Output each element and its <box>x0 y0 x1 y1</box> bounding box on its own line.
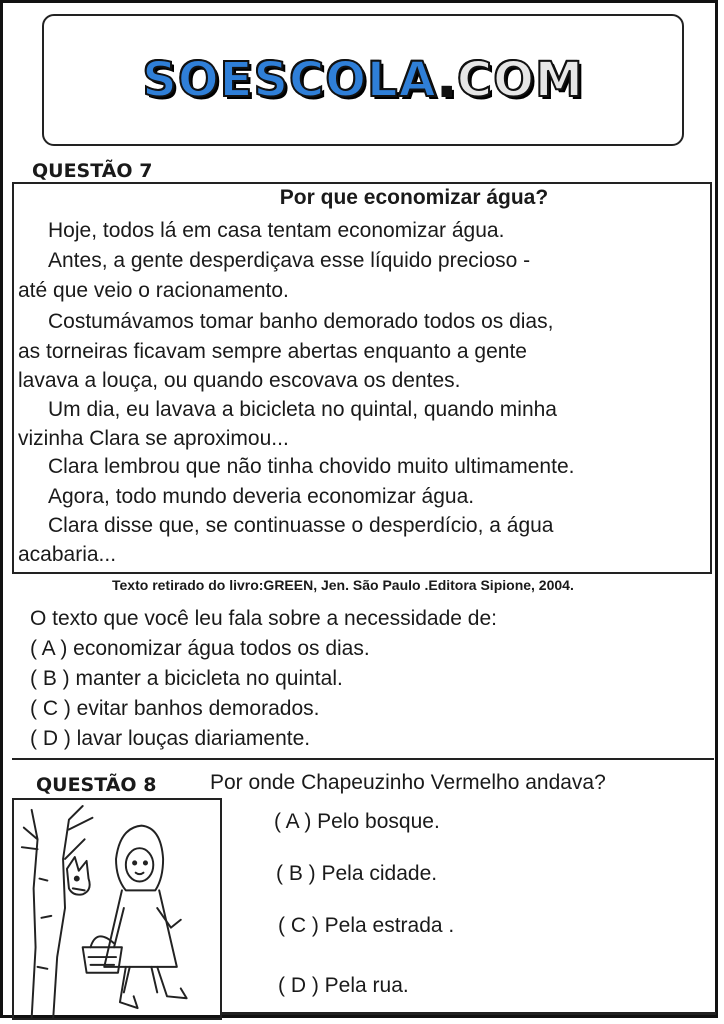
logo-brand: SOESCOLA <box>142 52 438 108</box>
question-7-option-d[interactable]: ( D ) lavar louças diariamente. <box>30 727 311 750</box>
text-line: Clara disse que, se continuasse o desperdício, a água <box>48 514 554 537</box>
text-line: Costumávamos tomar banho demorado todos os dias, <box>48 310 554 333</box>
question-7-option-c[interactable]: ( C ) evitar banhos demorados. <box>30 697 320 720</box>
text-line: Um dia, eu lavava a bicicleta no quintal, quando minha <box>48 398 557 421</box>
question-8-option-c[interactable]: ( C ) Pela estrada . <box>278 914 455 937</box>
question-7-option-a[interactable]: ( A ) economizar água todos os dias. <box>30 637 370 660</box>
question-7-label: QUESTÃO 7 <box>32 160 153 182</box>
red-riding-hood-illustration <box>12 798 222 1020</box>
question-8-option-b[interactable]: ( B ) Pela cidade. <box>276 862 438 885</box>
text-line: Antes, a gente desperdiçava esse líquido precioso - <box>48 249 531 272</box>
text-line: lavava a louça, ou quando escovava os dentes. <box>18 369 461 392</box>
site-logo <box>142 52 584 108</box>
illustration-drawing-icon <box>14 800 220 1018</box>
question-8-option-d[interactable]: ( D ) Pela rua. <box>278 974 409 997</box>
bottom-rule <box>222 1012 716 1015</box>
question-8-label: QUESTÃO 8 <box>36 774 157 796</box>
header-banner <box>42 14 684 146</box>
question-8-prompt: Por onde Chapeuzinho Vermelho andava? <box>210 771 606 794</box>
text-line: Agora, todo mundo deveria economizar água. <box>48 485 475 508</box>
source-citation: Texto retirado do livro:GREEN, Jen. São Paulo .Editora Sipione, 2004. <box>112 577 574 593</box>
question-7-option-b[interactable]: ( B ) manter a bicicleta no quintal. <box>30 667 343 690</box>
text-line: Hoje, todos lá em casa tentam economizar água. <box>48 219 505 242</box>
section-divider <box>12 758 714 760</box>
text-line: vizinha Clara se aproximou... <box>18 427 289 450</box>
text-line: Clara lembrou que não tinha chovido muito ultimamente. <box>48 455 575 478</box>
reading-text-title: Por que economizar água? <box>279 186 549 209</box>
text-line: as torneiras ficavam sempre abertas enquanto a gente <box>18 340 527 363</box>
text-line: acabaria... <box>18 543 117 566</box>
logo-dot: . <box>437 52 457 108</box>
question-8-option-a[interactable]: ( A ) Pelo bosque. <box>274 810 440 833</box>
question-7-prompt: O texto que você leu fala sobre a necessidade de: <box>30 607 497 630</box>
logo-tld: COM <box>456 52 584 108</box>
text-line: até que veio o racionamento. <box>18 279 289 302</box>
